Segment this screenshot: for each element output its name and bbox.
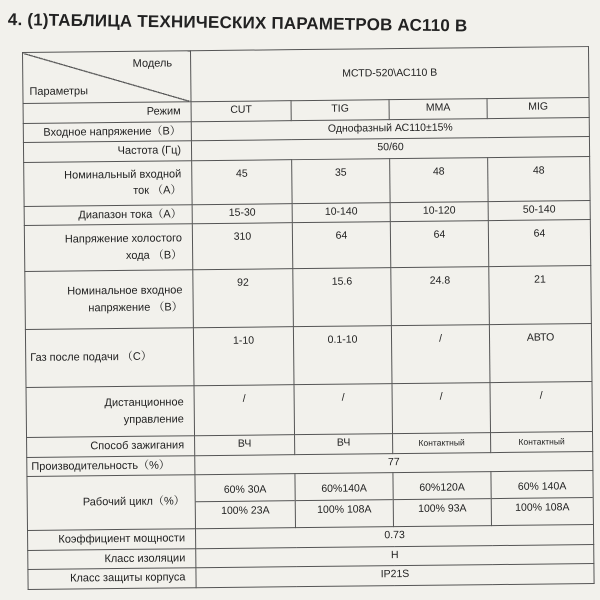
ignition-tig: ВЧ xyxy=(295,434,393,455)
post-gas-mig: АВТО xyxy=(489,324,592,383)
model-value: МСТD-520\АС110 В xyxy=(190,47,589,102)
current-range-tig: 10-140 xyxy=(292,202,390,223)
table-row-duty-cycle xyxy=(27,471,594,531)
spec-table xyxy=(22,46,595,589)
rated-current-label xyxy=(24,160,192,206)
noload-voltage-tig: 64 xyxy=(292,222,390,269)
section-heading: 4. (1)ТАБЛИЦА ТЕХНИЧЕСКИХ ПАРАМЕТРОВ АС110 В xyxy=(7,10,468,36)
remote-label-line1: Дистанционное xyxy=(104,396,184,410)
rated-voltage-mig: 21 xyxy=(489,266,592,325)
duty-cycle-cut-100: 100% 23А xyxy=(221,504,270,517)
table-row-noload-voltage xyxy=(24,220,590,272)
remote-label-line2: управление xyxy=(123,412,184,426)
rated-current-mma: 48 xyxy=(390,157,488,202)
ignition-mig: Контактный xyxy=(491,432,593,453)
duty-cycle-cut xyxy=(195,474,296,529)
ignition-cut: ВЧ xyxy=(195,435,295,456)
duty-cycle-mma-100: 100% 93А xyxy=(418,502,467,515)
protection-value: IP21S xyxy=(196,564,594,588)
post-gas-tig: 0.1-10 xyxy=(293,326,392,385)
table-row-post-gas xyxy=(25,324,592,388)
table-row-rated-current xyxy=(24,156,590,206)
rated-current-mig: 48 xyxy=(488,156,590,201)
rated-voltage-tig: 15.6 xyxy=(293,268,392,327)
table-row-remote xyxy=(26,382,592,438)
insulation-value: H xyxy=(196,544,594,568)
current-range-label: Диапазон тока（А） xyxy=(24,204,192,225)
model-label: Модель xyxy=(132,57,173,70)
rated-voltage-label xyxy=(25,270,194,330)
mode-mma: MMA xyxy=(389,99,487,120)
noload-voltage-mig: 64 xyxy=(488,220,590,267)
duty-cycle-mma-60: 60%120А xyxy=(393,478,490,500)
post-gas-cut: 1-10 xyxy=(193,327,294,386)
mode-mig: MIG xyxy=(487,98,589,119)
post-gas-mma: / xyxy=(391,325,490,384)
duty-cycle-tig-60: 60%140А xyxy=(296,479,393,501)
duty-cycle-mig-60: 60% 140А xyxy=(491,477,592,499)
rated-current-label-line1: Номинальный входной xyxy=(64,167,182,182)
noload-voltage-label xyxy=(24,224,192,272)
ignition-label: Способ зажигания xyxy=(27,436,195,457)
duty-cycle-cut-60: 60% 30А xyxy=(196,480,295,502)
duty-cycle-mma xyxy=(393,472,492,527)
table-row-rated-voltage xyxy=(25,266,592,330)
duty-cycle-label: Рабочий цикл（%） xyxy=(27,475,196,531)
rated-current-label-line2: ток （А） xyxy=(133,184,182,197)
noload-voltage-label-line2: хода （В） xyxy=(125,248,183,262)
remote-tig: / xyxy=(294,384,393,435)
table-row-model xyxy=(23,47,590,104)
current-range-cut: 15-30 xyxy=(192,203,292,224)
noload-voltage-cut: 310 xyxy=(192,223,292,270)
frequency-label: Частота (Гц) xyxy=(23,141,191,162)
duty-cycle-mig-100: 100% 108А xyxy=(515,501,570,514)
rated-voltage-mma: 24.8 xyxy=(391,267,490,326)
rated-current-tig: 35 xyxy=(292,158,390,203)
frequency-value: 50/60 xyxy=(191,137,589,161)
input-voltage-value: Однофазный АС110±15% xyxy=(191,117,589,141)
noload-voltage-mma: 64 xyxy=(390,221,488,268)
remote-cut: / xyxy=(194,385,295,436)
protection-label: Класс защиты корпуса xyxy=(28,568,196,589)
power-factor-value: 0.73 xyxy=(196,525,594,549)
ignition-mma: Контактный xyxy=(393,433,491,454)
modes-label: Режим xyxy=(23,102,191,123)
params-label: Параметры xyxy=(29,84,89,98)
current-range-mma: 10-120 xyxy=(390,201,488,222)
mode-cut: CUT xyxy=(191,101,291,122)
current-range-mig: 50-140 xyxy=(488,200,590,221)
efficiency-value: 77 xyxy=(195,451,593,475)
power-factor-label: Коэффициент мощности xyxy=(28,529,196,550)
duty-cycle-mig xyxy=(491,471,594,526)
post-gas-label: Газ после подачи （С） xyxy=(25,328,194,388)
noload-voltage-label-line1: Напряжение холостого xyxy=(64,232,183,246)
rated-voltage-label-line1: Номинальное входное xyxy=(67,284,183,298)
rated-voltage-cut: 92 xyxy=(193,269,294,328)
remote-mig: / xyxy=(490,382,593,433)
corner-header-cell xyxy=(23,51,192,104)
spec-table-wrapper xyxy=(22,46,595,589)
duty-cycle-tig xyxy=(295,473,394,528)
input-voltage-label: Входное напряжение（В） xyxy=(23,121,191,142)
rated-current-cut: 45 xyxy=(192,159,292,204)
insulation-label: Класс изоляции xyxy=(28,548,196,569)
rated-voltage-label-line2: напряжение （В） xyxy=(88,300,183,314)
remote-label xyxy=(26,386,195,438)
remote-mma: / xyxy=(392,383,491,434)
duty-cycle-tig-100: 100% 108А xyxy=(317,503,372,516)
efficiency-label: Производительность（%） xyxy=(27,455,195,476)
mode-tig: TIG xyxy=(291,100,389,121)
